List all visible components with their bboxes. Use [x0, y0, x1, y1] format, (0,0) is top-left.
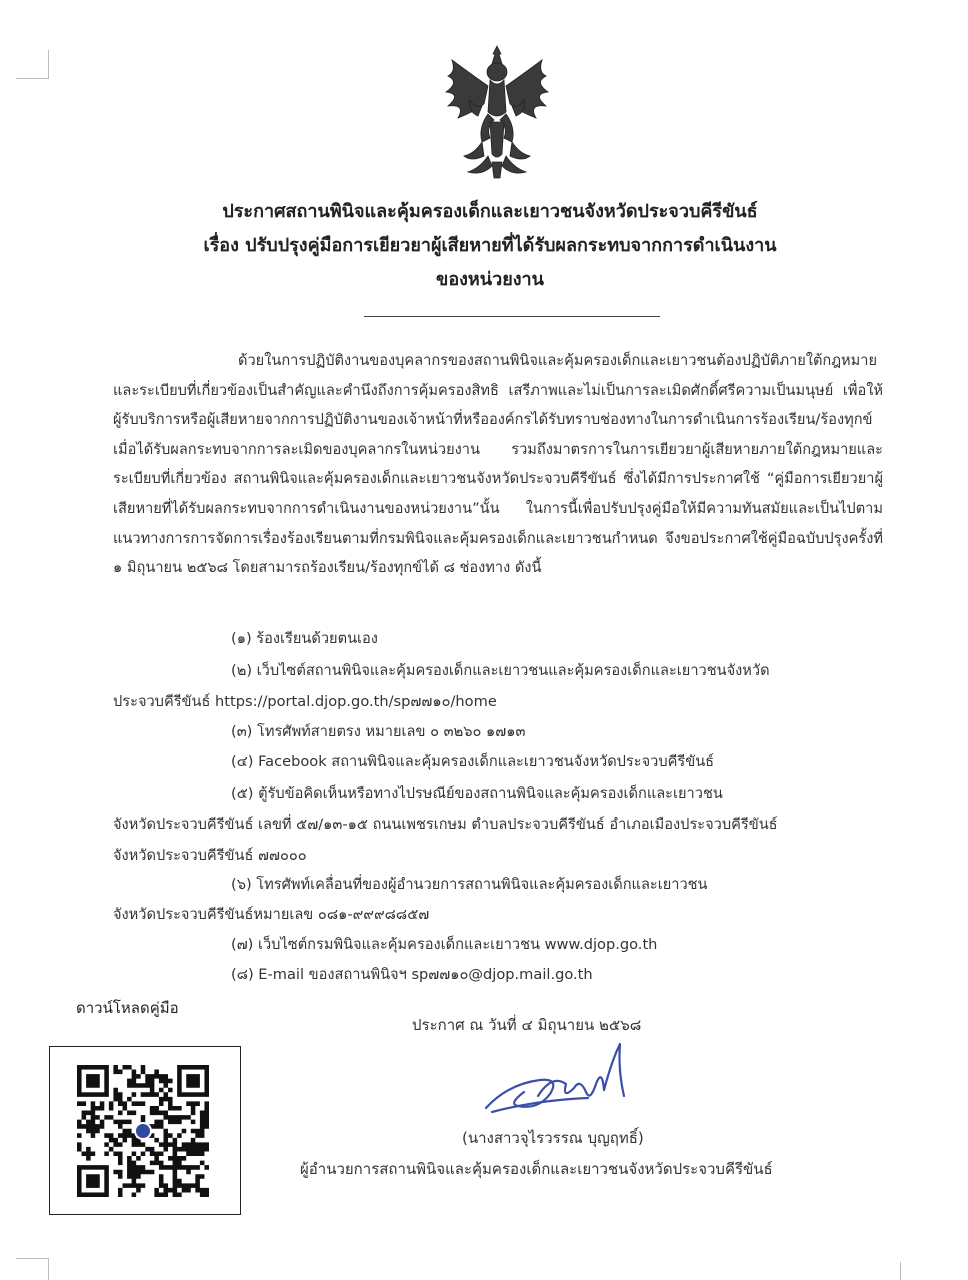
crop-mark [48, 50, 49, 79]
channel-item: (๗) เว็บไซต์กรมพินิจและคุ้มครองเด็กและเยาวชน www.djop.go.th [231, 936, 658, 953]
channel-item: (๔) Facebook สถานพินิจและคุ้มครองเด็กและเยาวชนจังหวัดประจวบคีรีขันธ์ [231, 753, 715, 770]
channel-item: (๖) โทรศัพท์เคลื่อนที่ของผู้อำนวยการสถานพินิจและคุ้มครองเด็กและเยาวชน [231, 876, 708, 893]
signer-name: (นางสาวจุไรวรรณ บุญฤทธิ์) [462, 1129, 644, 1147]
subject-line: เรื่อง ปรับปรุงคู่มือการเยียวยาผู้เสียหายที่ได้รับผลกระทบจากการดำเนินงาน [203, 235, 777, 256]
signature-icon [478, 1040, 638, 1122]
channel-item-continued: จังหวัดประจวบคีรีขันธ์ เลขที่ ๕๗/๑๓-๑๕ ถนนเพชรเกษม ตำบลประจวบคีรีขันธ์ อำเภอเมืองประจวบคีรีขันธ์ [113, 816, 778, 833]
crop-mark [48, 1258, 49, 1280]
crop-mark [16, 1258, 49, 1259]
body-paragraph: ด้วยในการปฏิบัติงานของบุคลากรของสถานพินิจและคุ้มครองเด็กและเยาวชนต้องปฏิบัติภายใต้กฎหมายและระเบียบที่เกี่ยวข้องเป็นสำคัญและคำนึงถึงการคุ้มครองสิทธิ เสรีภาพและไม่เป็นการละเมิดศักดิ์ศรีความเป็นมนุษย์ เพื่อให้ผู้รับบริการหรือผู้เสียหายจากการปฏิบัติงานของเจ้าหน้าที่หรือองค์กรได้รับทราบช่องทางในการดำเนินการร้องเรียน/ร้องทุกข์ เมื่อได้รับผลกระทบจากการละเมิดของบุคลากรในหน่วยงาน รวมถึงมาตรการในการเยียวยาผู้เสียหายภายใต้กฎหมายและระเบียบที่เกี่ยวข้อง สถานพินิจและคุ้มครองเด็กและเยาวชนจังหวัดประจวบคีรีขันธ์ ซึ่งได้มีการประกาศใช้ “คู่มือการเยียวยาผู้เสียหายที่ได้รับผลกระทบจากการดำเนินงานของหน่วยงาน”นั้น ในการนี้เพื่อปรับปรุงคู่มือให้มีความทันสมัยและเป็นไปตามแนวทางการการจัดการเรื่องร้องเรียนตามที่กรมพินิจและคุ้มครองเด็กและเยาวชนกำหนด จึงขอประกาศใช้คู่มือฉบับปรุงครั้งที่ ๑ มิถุนายน ๒๕๖๘ โดยสามารถร้องเรียน/ร้องทุกข์ได้ ๘ ช่องทาง ดังนี้ [113, 352, 883, 577]
signer-title: ผู้อำนวยการสถานพินิจและคุ้มครองเด็กและเยาวชนจังหวัดประจวบคีรีขันธ์ [300, 1160, 773, 1178]
announcement-date: ประกาศ ณ วันที่ ๔ มิถุนายน ๒๕๖๘ [412, 1016, 642, 1034]
qr-code-icon[interactable] [77, 1065, 209, 1197]
channel-item: (๘) E-mail ของสถานพินิจฯ sp๗๗๑๐@djop.mail.go.th [231, 966, 593, 983]
channel-item: (๓) โทรศัพท์สายตรง หมายเลข ๐ ๓๒๖๐ ๑๗๑๓ [231, 723, 526, 740]
channel-item: (๒) เว็บไซต์สถานพินิจและคุ้มครองเด็กและเยาวชนและคุ้มครองเด็กและเยาวชนจังหวัด [231, 662, 770, 679]
subject-line-continued: ของหน่วยงาน [436, 269, 544, 290]
page-title: ประกาศสถานพินิจและคุ้มครองเด็กและเยาวชนจังหวัดประจวบคีรีขันธ์ [222, 201, 758, 222]
channel-item-continued: จังหวัดประจวบคีรีขันธ์ ๗๗๐๐๐ [113, 847, 307, 864]
download-label: ดาวน์โหลดคู่มือ [76, 999, 179, 1017]
crop-mark [900, 1262, 901, 1280]
channel-item: (๑) ร้องเรียนด้วยตนเอง [231, 630, 378, 647]
crop-mark [16, 78, 49, 79]
garuda-emblem-icon [438, 42, 556, 182]
channel-item-continued: จังหวัดประจวบคีรีขันธ์หมายเลข ๐๘๑-๙๙๙๘๘๕๗ [113, 906, 430, 923]
channel-item-continued: ประจวบคีรีขันธ์ https://portal.djop.go.th/sp๗๗๑๐/home [113, 693, 497, 710]
channel-item: (๕) ตู้รับข้อคิดเห็นหรือทางไปรษณีย์ของสถานพินิจและคุ้มครองเด็กและเยาวชน [231, 785, 723, 802]
qr-code-frame [49, 1046, 241, 1215]
title-divider [364, 316, 660, 317]
